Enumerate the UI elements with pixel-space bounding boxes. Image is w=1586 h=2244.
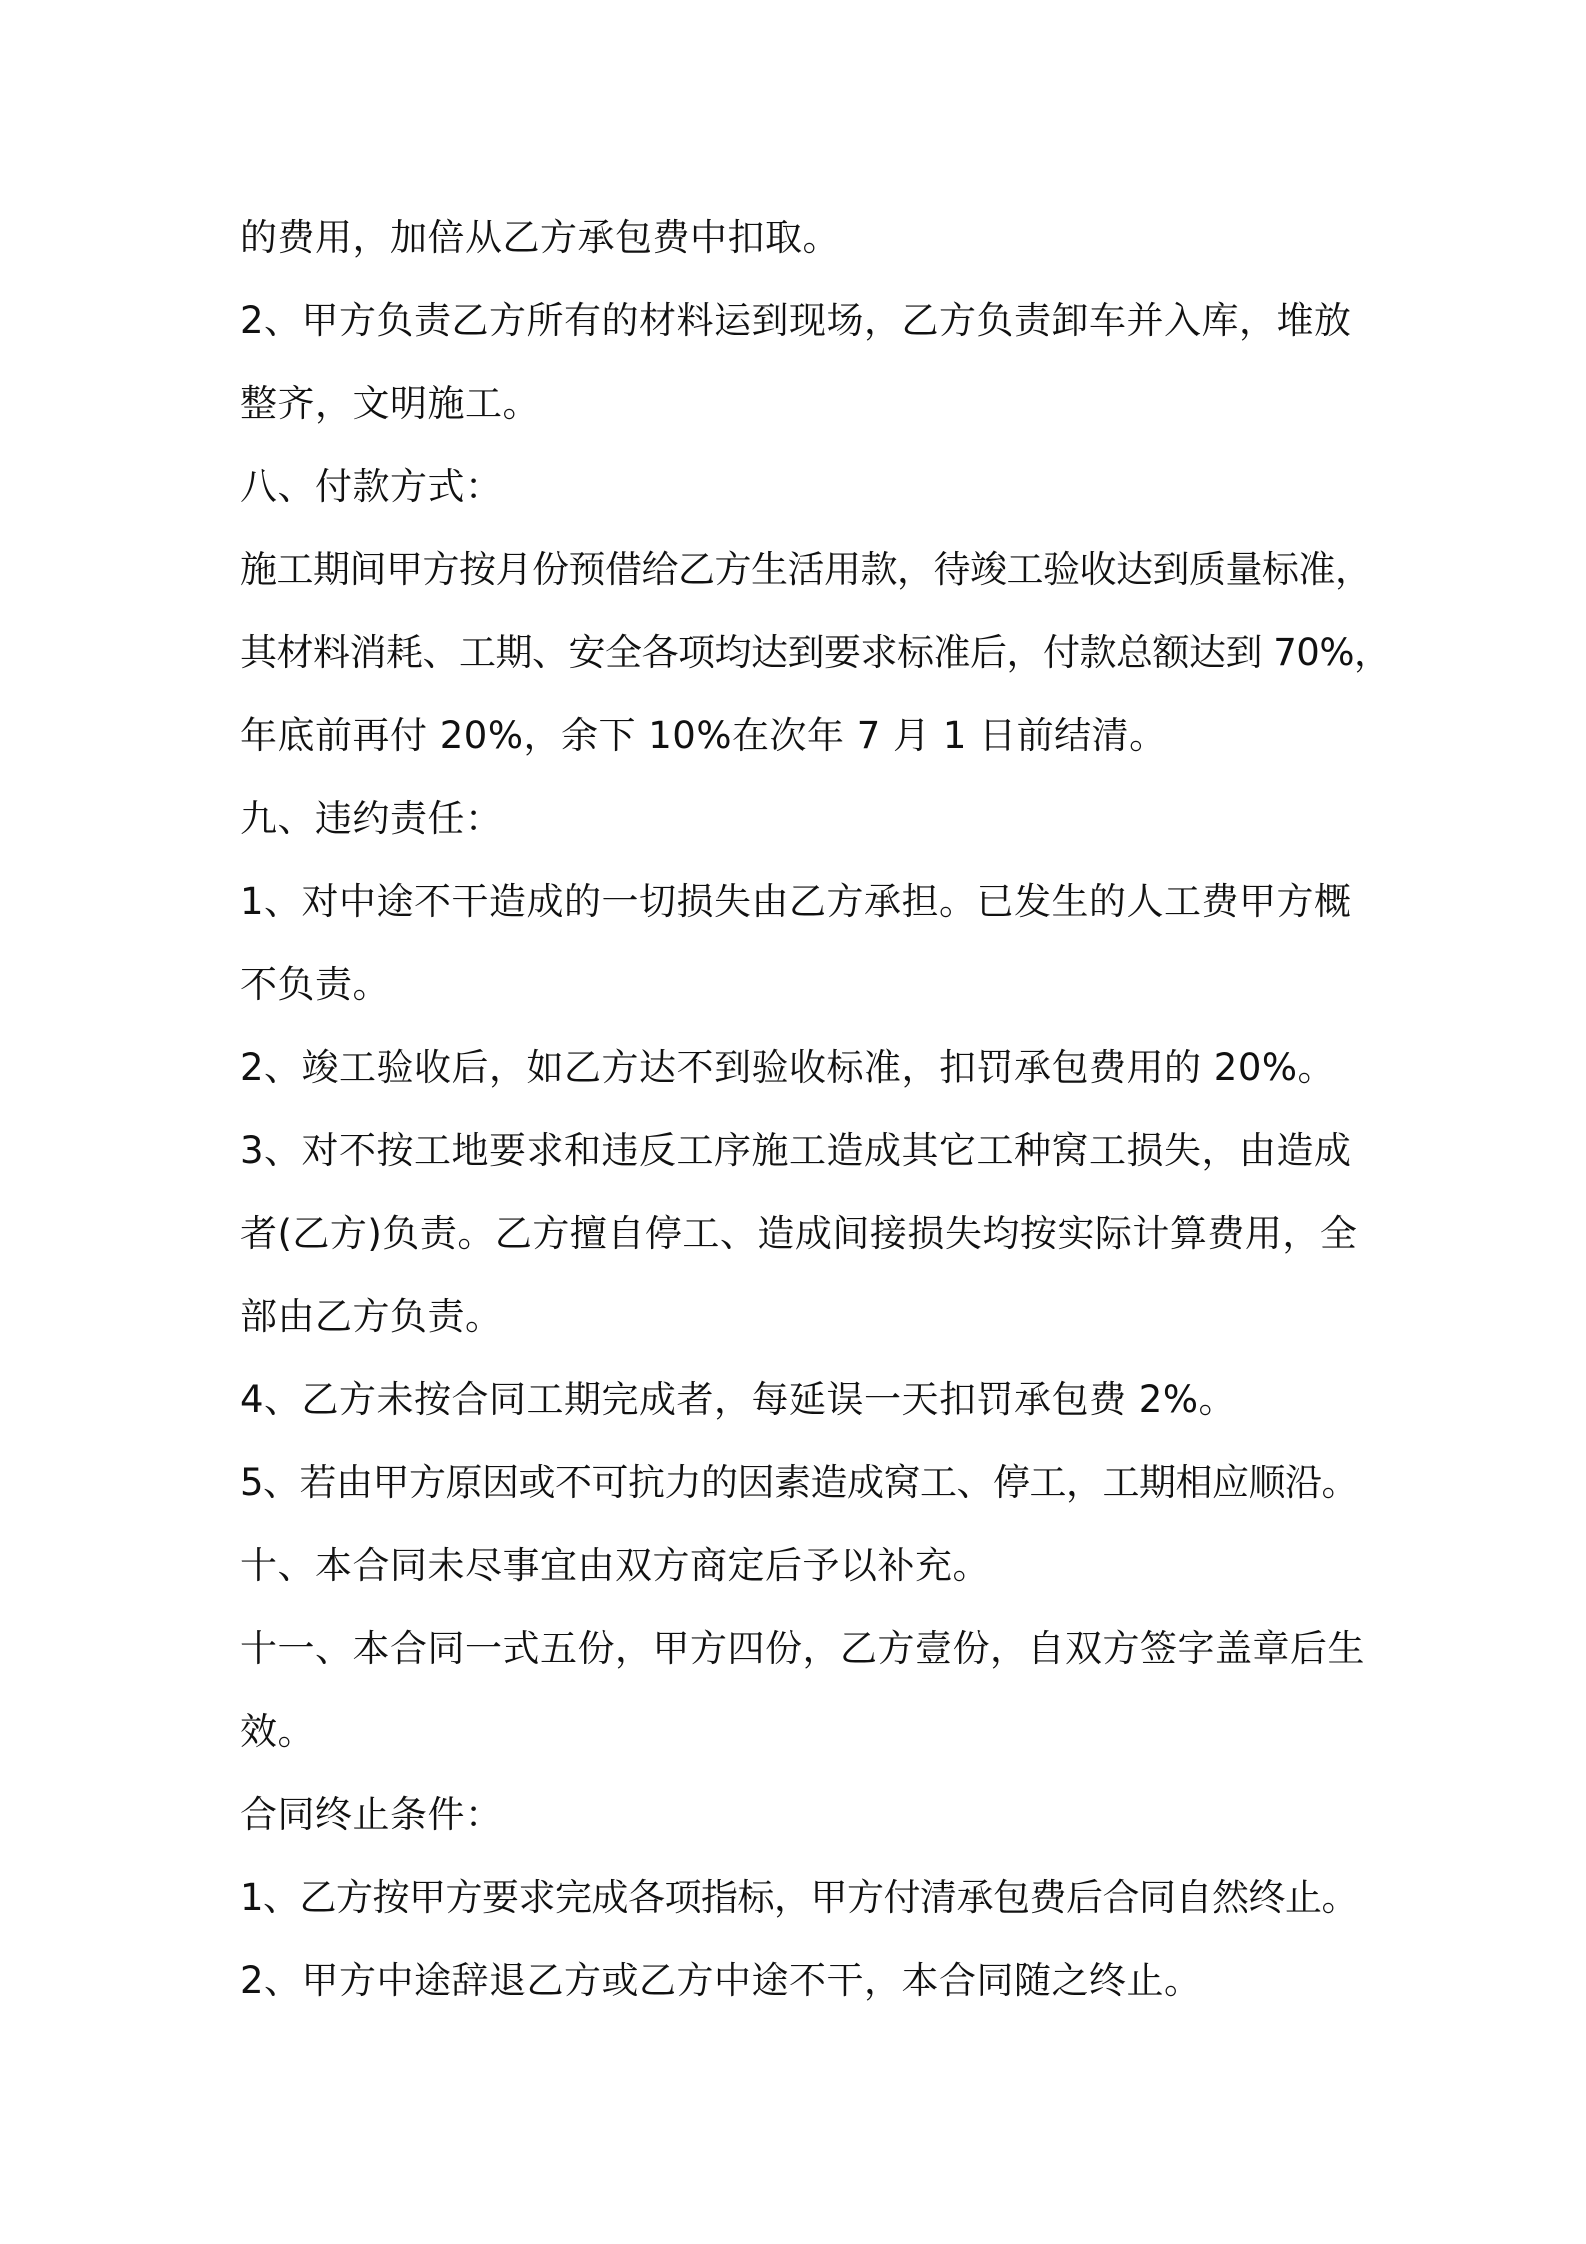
text-line-7: 年底前再付 20%，余下 10%在次年 7 月 1 日前结清。 [240, 714, 1167, 757]
text-line-18: 十一、本合同一式五份，甲方四份，乙方壹份，自双方签字盖章后生 [240, 1627, 1365, 1670]
text-line-2: 2、甲方负责乙方所有的材料运到现场，乙方负责卸车并入库，堆放 [240, 299, 1352, 342]
text-line-6: 其材料消耗、工期、安全各项均达到要求标准后，付款总额达到 70%， [240, 631, 1391, 674]
section-heading-liability: 九、违约责任： [240, 797, 503, 840]
text-line-15: 4、乙方未按合同工期完成者，每延误一天扣罚承包费 2%。 [240, 1378, 1236, 1421]
text-line-1: 的费用，加倍从乙方承包费中扣取。 [240, 216, 840, 259]
text-line-22: 2、甲方中途辞退乙方或乙方中途不干，本合同随之终止。 [240, 1959, 1202, 2002]
section-heading-termination: 合同终止条件： [240, 1793, 503, 1836]
section-heading-payment: 八、付款方式： [240, 465, 503, 508]
text-line-11: 2、竣工验收后，如乙方达不到验收标准，扣罚承包费用的 20%。 [240, 1046, 1336, 1089]
text-line-5: 施工期间甲方按月份预借给乙方生活用款，待竣工验收达到质量标准， [240, 548, 1372, 591]
text-line-14: 部由乙方负责。 [240, 1295, 503, 1338]
document-body [240, 196, 1391, 2022]
text-line-9: 1、对中途不干造成的一切损失由乙方承担。已发生的人工费甲方概 [240, 880, 1352, 923]
text-line-16: 5、若由甲方原因或不可抗力的因素造成窝工、停工，工期相应顺沿。 [240, 1461, 1359, 1504]
text-line-10: 不负责。 [240, 963, 390, 1006]
text-line-17: 十、本合同未尽事宜由双方商定后予以补充。 [240, 1544, 990, 1587]
text-line-12: 3、对不按工地要求和违反工序施工造成其它工种窝工损失，由造成 [240, 1129, 1352, 1172]
text-line-3: 整齐，文明施工。 [240, 382, 540, 425]
text-line-19: 效。 [240, 1710, 315, 1753]
text-line-21: 1、乙方按甲方要求完成各项指标，甲方付清承包费后合同自然终止。 [240, 1876, 1359, 1919]
text-line-13: 者(乙方)负责。乙方擅自停工、造成间接损失均按实际计算费用，全 [240, 1212, 1358, 1255]
